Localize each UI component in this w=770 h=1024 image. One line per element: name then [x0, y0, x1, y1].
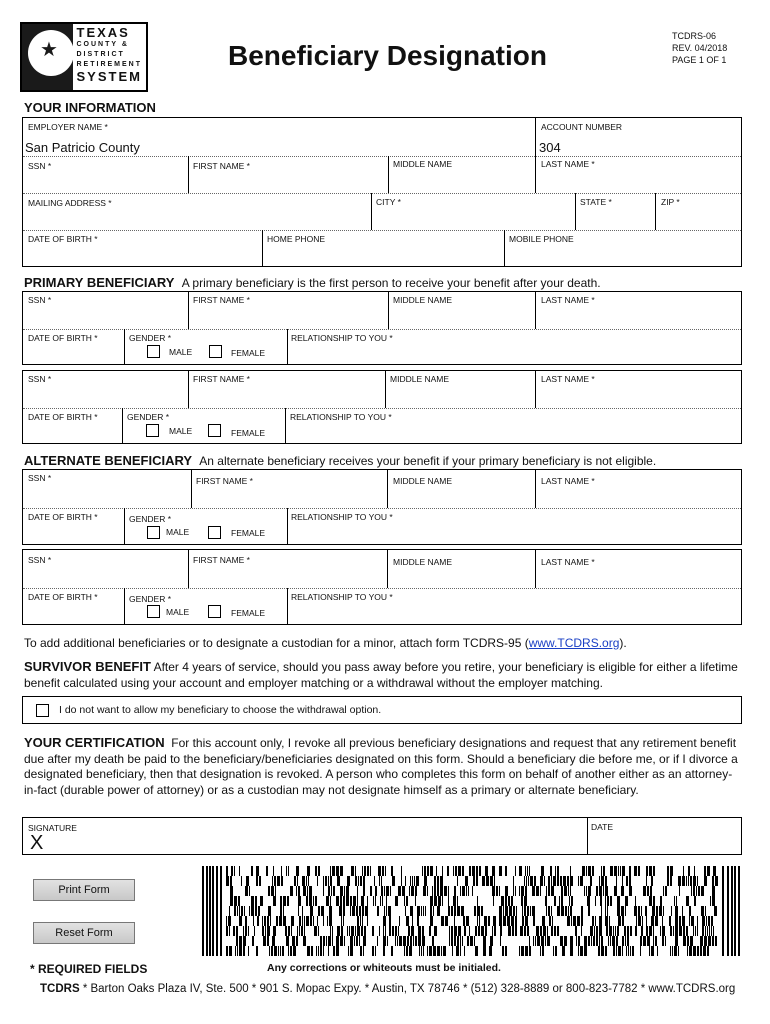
form-code-block: TCDRS-06 REV. 04/2018 PAGE 1 OF 1 [672, 31, 728, 65]
primary-beneficiary-1: SSN * FIRST NAME * MIDDLE NAME LAST NAME * DATE OF BIRTH * GENDER * MALE FEMALE RELATIONSHIP TO YOU * [22, 291, 742, 365]
certification-text: YOUR CERTIFICATION For this account only, I revoke all previous beneficiary designations and request that any retirement benefit due after my death be paid to the beneficiary/beneficiaries designated on this form. Should a beneficiary die before me, or if I divorce a designated beneficiary, then that designation is revoked. A person who completes this form on behalf of another either as an attorney-in-fact (durable power of attorney) or as a custodian may not designate himself as a primary or alternate beneficiary. [24, 735, 738, 797]
withdrawal-option-checkbox[interactable] [36, 704, 49, 717]
employer-name-field[interactable]: San Patricio County [25, 140, 140, 155]
withdrawal-option-box: I do not want to allow my beneficiary to choose the withdrawal option. [22, 696, 742, 724]
female-checkbox[interactable] [208, 526, 221, 539]
signature-box: SIGNATURE X DATE [22, 817, 742, 855]
seal-icon: ★ [22, 24, 73, 90]
barcode-image [202, 866, 742, 956]
corrections-note: Any corrections or whiteouts must be initialed. [267, 962, 501, 974]
print-form-button[interactable]: Print Form [33, 879, 135, 901]
alternate-beneficiary-1: SSN * FIRST NAME * MIDDLE NAME LAST NAME * DATE OF BIRTH * GENDER * MALE FEMALE RELATIONSHIP TO YOU * [22, 469, 742, 545]
primary-beneficiary-heading: PRIMARY BENEFICIARY A primary beneficiary is the first person to receive your benefit after your death. [24, 275, 601, 290]
male-checkbox[interactable] [146, 424, 159, 437]
your-information-heading: YOUR INFORMATION [24, 100, 156, 115]
alternate-beneficiary-heading: ALTERNATE BENEFICIARY An alternate beneficiary receives your benefit if your primary beneficiary is not eligible. [24, 453, 657, 468]
male-checkbox[interactable] [147, 345, 160, 358]
signature-field[interactable]: X [30, 832, 44, 854]
logo-text: TEXAS COUNTY & DISTRICT RETIREMENT SYSTEM [76, 25, 142, 84]
survivor-benefit-text: SURVIVOR BENEFIT After 4 years of service, should you pass away before you retire, your beneficiary is eligible for either a lifetime benefit calculated using your account and employer matching or a withdrawal without the employer matching. [24, 659, 738, 690]
page-title: Beneficiary Designation [228, 40, 547, 71]
required-fields-note: * REQUIRED FIELDS [30, 962, 148, 976]
account-number-field[interactable]: 304 [539, 140, 561, 155]
primary-beneficiary-2: SSN * FIRST NAME * MIDDLE NAME LAST NAME * DATE OF BIRTH * GENDER * MALE FEMALE RELATIONSHIP TO YOU * [22, 370, 742, 444]
reset-form-button[interactable]: Reset Form [33, 922, 135, 944]
footer-address: TCDRS * Barton Oaks Plaza IV, Ste. 500 * 901 S. Mopac Expy. * Austin, TX 78746 * (512) 328-8889 or 800-823-7782 * www.TCDRS.org [40, 983, 736, 995]
female-checkbox[interactable] [209, 345, 222, 358]
male-checkbox[interactable] [147, 605, 160, 618]
your-information-box: EMPLOYER NAME * ACCOUNT NUMBER San Patricio County 304 SSN * FIRST NAME * MIDDLE NAME LAST NAME * MAILING ADDRESS * CITY * STATE * ZIP * DATE OF BIRTH * HOME PHONE MOBILE PHONE [22, 117, 742, 267]
female-checkbox[interactable] [208, 424, 221, 437]
alternate-beneficiary-2: SSN * FIRST NAME * MIDDLE NAME LAST NAME * DATE OF BIRTH * GENDER * MALE FEMALE RELATIONSHIP TO YOU * [22, 549, 742, 625]
tcdrs-link[interactable]: www.TCDRS.org [528, 636, 620, 650]
female-checkbox[interactable] [208, 605, 221, 618]
additional-beneficiaries-text: To add additional beneficiaries or to designate a custodian for a minor, attach form TCDRS-95 (www.TCDRS.org). [24, 636, 627, 650]
tcdrs-logo [20, 22, 148, 92]
male-checkbox[interactable] [147, 526, 160, 539]
